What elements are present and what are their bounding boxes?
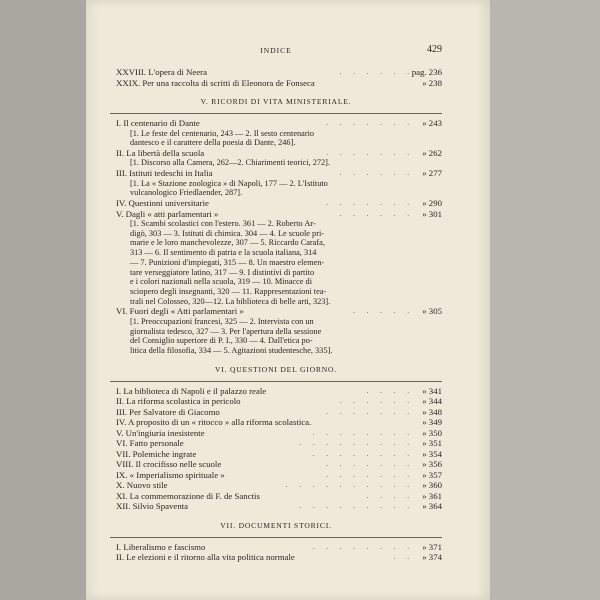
index-entry — [110, 542, 442, 553]
entry-title: X. Nuovo stile — [116, 480, 168, 491]
index-entry — [110, 449, 442, 460]
subtopic-line: trali nel Colosseo, 320—12. La biblioteca di belle arti, 323]. — [130, 296, 331, 306]
leader-dots: . . . . . . . . . . — [285, 481, 414, 490]
leader-dots: . . . . . . . . . — [299, 439, 414, 448]
entry-page: » 354 — [422, 448, 442, 459]
subtopic-line: giornalista tedesco, 327 — 3. Per l'apertura della sessione — [130, 326, 322, 336]
subtopic-line: dantesco e il carattere della poesia di Dante, 246]. — [130, 138, 296, 148]
entry-title: III. Per Salvatore di Giacomo — [116, 406, 220, 417]
entry-title: II. La riforma scolastica in pericolo — [116, 396, 241, 407]
entry-title: XXIX. Per una raccolta di scritti di Eleonora de Fonseca — [116, 77, 315, 88]
entry-subtopics — [110, 129, 442, 148]
running-title: INDICE — [260, 46, 292, 55]
subtopic-line: [1. Discorso alla Camera, 262—2. Chiarimenti teorici, 272]. — [130, 158, 330, 168]
entry-page: » 360 — [422, 480, 442, 491]
leader-dots: . . . . . . . — [326, 148, 414, 157]
entry-page: » 348 — [422, 406, 442, 417]
entry-title: XI. La commemorazione di F. de Sanctis — [116, 490, 260, 501]
entry-title: VII. Polemiche ingrate — [116, 448, 197, 459]
leader-dots: . . . . . . . . — [312, 428, 414, 437]
leader-dots: . . . . . . . — [326, 199, 414, 208]
index-entry — [110, 438, 442, 449]
book-edge — [490, 0, 600, 600]
entry-page: » 349 — [422, 417, 442, 428]
subtopic-line: [1. La « Stazione zoologica » di Napoli, 177 — 2. L'Istituto — [130, 178, 328, 188]
leader-dots: . . . . . . — [339, 209, 414, 218]
index-entry — [110, 501, 442, 512]
leader-dots: . . . . . . . — [326, 407, 414, 416]
index-entry — [110, 386, 442, 397]
entry-page: » 262 — [422, 147, 442, 158]
entry-title: XXVIII. L'opera di Neera — [116, 67, 207, 77]
leader-dots: . . . . — [366, 491, 414, 500]
page-number: 429 — [427, 44, 442, 55]
entry-page: » 277 — [422, 168, 442, 179]
entry-title: II. La libertà della scuola — [116, 147, 205, 158]
entry-title: VI. Fuori degli « Atti parlamentari » — [116, 306, 244, 317]
subtopic-line: e i colori nazionali nella scuola, 319 — 10. Minacce di — [130, 277, 313, 287]
entry-title: I. La biblioteca di Napoli e il palazzo reale — [116, 385, 267, 396]
entry-page: » 364 — [422, 501, 442, 512]
entry-page: » 356 — [422, 459, 442, 470]
entry-page: » 305 — [422, 306, 442, 317]
leader-dots: . . . . . . . — [326, 460, 414, 469]
index-entry — [110, 459, 442, 470]
entry-page: » 290 — [422, 198, 442, 209]
section-title: VII. DOCUMENTI STORICI. — [220, 520, 332, 530]
leader-dots: . . . . — [366, 386, 414, 395]
entry-title: V. Un'ingiuria inesistente — [116, 427, 205, 438]
leader-dots: . . . . . . — [339, 397, 414, 406]
entry-subtopics — [110, 158, 442, 168]
index-entry — [110, 428, 442, 439]
leader-dots: . . . . . . . . . — [299, 502, 414, 511]
entry-title: VI. Fatto personale — [116, 438, 184, 449]
leader-dots: . . . . . . . — [326, 470, 414, 479]
section-rule — [110, 113, 442, 114]
subtopic-line: sciopero degli insegnanti, 320 — 11. Rappresentazioni tea- — [130, 286, 327, 296]
index-entry — [110, 78, 442, 89]
index-entry — [110, 470, 442, 481]
index-entry — [110, 480, 442, 491]
subtopic-line: litica della filosofia, 334 — 5. Agitazioni studentesche, 335]. — [130, 345, 333, 355]
leader-dots: . . . . . . . — [326, 119, 414, 127]
index-entry — [110, 491, 442, 502]
entry-subtopics — [110, 179, 442, 198]
entry-page: » 351 — [422, 438, 442, 449]
subtopic-line: marie e le loro manchevolezze, 307 — 5. Riccardo Carafa, — [130, 238, 325, 248]
index-entry — [110, 118, 442, 129]
page-header — [110, 44, 442, 58]
subtopic-line: vulcanologico Friedlaender, 287]. — [130, 188, 243, 198]
entry-title: XII. Silvio Spaventa — [116, 501, 189, 512]
section-rule — [110, 381, 442, 382]
index-entry — [110, 306, 442, 317]
index-entry — [110, 552, 442, 563]
index-entry — [110, 417, 442, 428]
index-entry — [110, 198, 442, 209]
index-entry — [110, 67, 442, 78]
section-title: VI. QUESTIONI DEL GIORNO. — [214, 364, 337, 374]
entry-title: IV. Questioni universitarie — [116, 198, 209, 209]
leader-dots: . . . . . — [353, 307, 414, 316]
entry-page: » 357 — [422, 469, 442, 480]
entry-title: V. Dagli « atti parlamentari » — [116, 208, 219, 219]
subtopic-line: del Consiglio superiore di P. I., 330 — 4. Dall'etica po- — [130, 336, 313, 346]
leader-dots: . . — [393, 553, 414, 562]
section-rule — [110, 537, 442, 538]
entry-title: IV. A proposito di un « ritocco » alla riforma scolastica. — [116, 417, 312, 428]
entry-page: » 374 — [422, 552, 442, 563]
entry-page: » 238 — [422, 77, 442, 88]
entry-page: » 243 — [422, 118, 442, 128]
leader-dots: . . . . . . . . — [312, 542, 414, 551]
index-entry — [110, 168, 442, 179]
subtopic-line: [1. Le feste del centenario, 243 — 2. Il sesto centenario — [130, 128, 315, 138]
index-content — [110, 44, 442, 563]
index-entry — [110, 396, 442, 407]
index-entry — [110, 407, 442, 418]
subtopic-line: [1. Preoccupazioni francesi, 325 — 2. Intervista con un — [130, 316, 314, 326]
section-title: V. RICORDI DI VITA MINISTERIALE. — [200, 97, 352, 106]
entry-title: II. Le elezioni e il ritorno alla vita politica normale — [116, 552, 295, 563]
index-entry — [110, 148, 442, 159]
entry-title: VIII. Il crocifisso nelle scuole — [116, 459, 222, 470]
entry-title: I. Il centenario di Dante — [116, 118, 200, 128]
leader-dots: . . . . . . — [339, 169, 414, 178]
subtopic-line: 313 — 6. Il sentimento di patria e la scuola italiana, 314 — [130, 248, 317, 258]
subtopic-line: — 7. Punizioni d'impiegati, 315 — 8. Un maestro elemen- — [130, 257, 325, 267]
subtopic-line: digò, 303 — 3. Istituti di chimica. 304 — 4. Le scuole pri- — [130, 228, 325, 238]
entry-title: IX. « Imperialismo spirituale » — [116, 469, 225, 480]
entry-page: pag. 236 — [411, 67, 442, 77]
leader-dots: . . . . . . — [339, 68, 414, 76]
entry-subtopics — [110, 317, 442, 356]
entry-title: I. Liberalismo e fascismo — [116, 541, 206, 552]
entry-subtopics — [110, 219, 442, 306]
subtopic-line: [1. Scambi scolastici con l'estero. 361 — 2. Roberto Ar- — [130, 219, 316, 229]
entry-page: » 371 — [422, 541, 442, 552]
entry-title: III. Istituti tedeschi in Italia — [116, 168, 213, 179]
subtopic-line: tare verseggiatore latino, 317 — 9. I distintivi di partito — [130, 267, 315, 277]
entry-page: » 301 — [422, 208, 442, 219]
index-entry — [110, 209, 442, 220]
entry-page: » 361 — [422, 490, 442, 501]
entry-page: » 350 — [422, 427, 442, 438]
entry-page: » 341 — [422, 385, 442, 396]
entry-page: » 344 — [422, 396, 442, 407]
leader-dots: . . . . . . . . — [312, 449, 414, 458]
